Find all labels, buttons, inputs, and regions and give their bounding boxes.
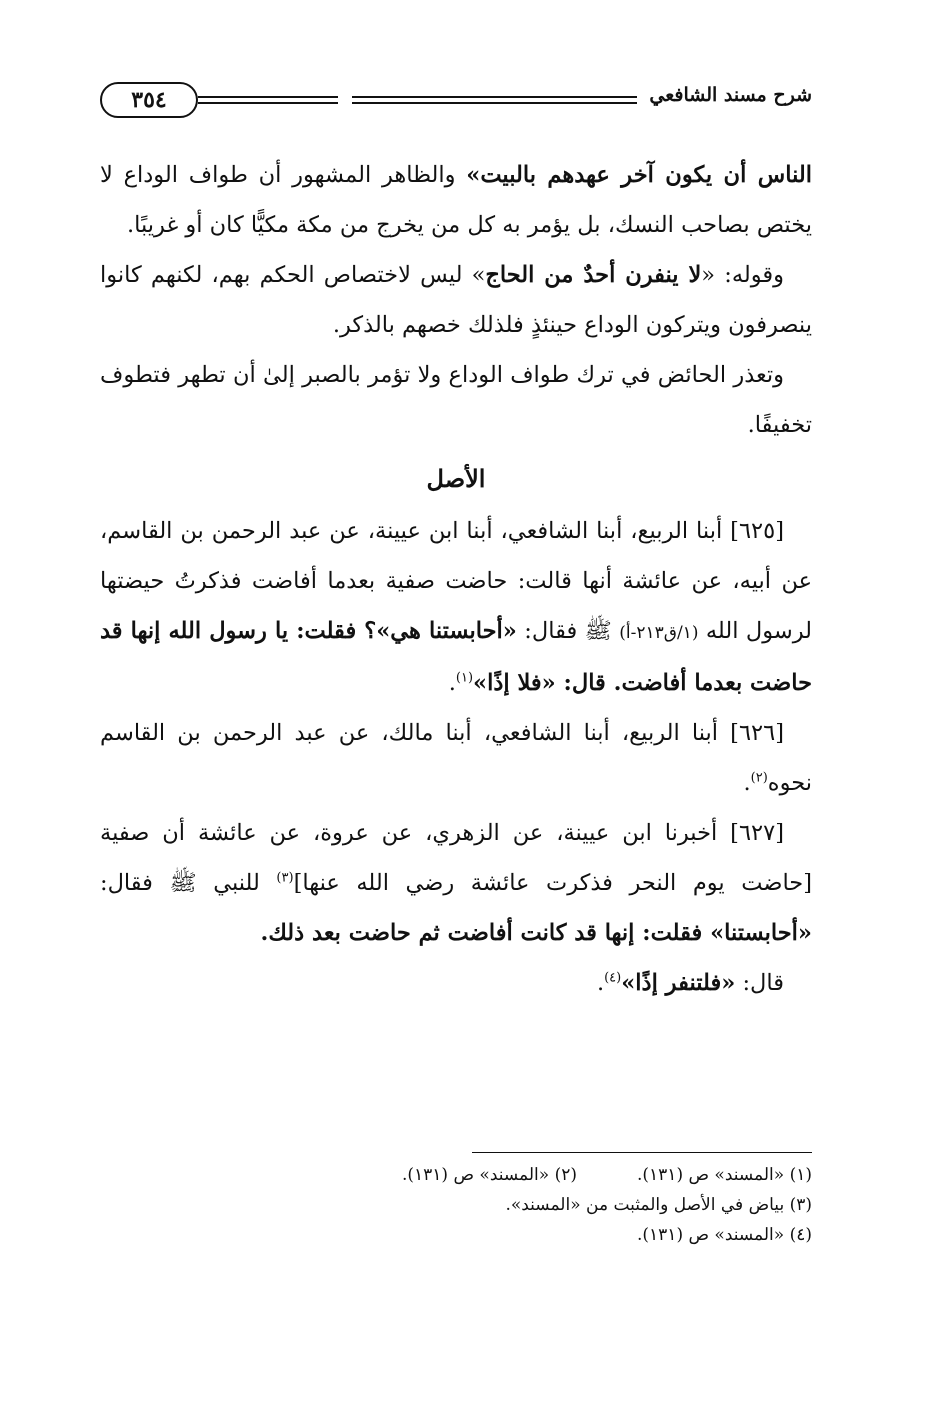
hadith-626: [٦٢٦] أبنا الربيع، أبنا الشافعي، أبنا مالك، عن عبد الرحمن بن القاسم نحوه$^{(٢)}$. — [100, 720, 812, 796]
text: [٦٢٥] أبنا الربيع، أبنا الشافعي، أبنا ابن عيينة، عن عبد الرحمن بن القاسم، عن أبيه، عن عائشة أنها قالت: حاضت صفية بعدما أفاضت فذكرتُ حيضتها لرسول الله — [100, 518, 812, 644]
manuscript-ref: (١/ق٢١٣-أ) — [619, 623, 699, 643]
hadith-627: [٦٢٧] أخبرنا ابن عيينة، عن الزهري، عن عروة، عن عائشة أن صفية [حاضت يوم النحر فذكرت عائشة رضي الله عنها]$^{(٣)}$ للنبي ﷺ فقال: «أحابستنا» فقلت: إنها قد كانت أفاضت ثم حاضت بعد ذلك. قال: «فلتنفر إذًا»$^{(٤)}$. — [100, 820, 812, 996]
header-rule — [198, 102, 338, 104]
footnote-ref: (١) — [455, 670, 474, 686]
text: للنبي ﷺ فقال: — [100, 870, 277, 896]
section-heading: الأصل — [426, 464, 486, 493]
footnote-separator — [472, 1152, 812, 1153]
page-header — [100, 82, 812, 122]
footnotes — [100, 1160, 812, 1250]
hadith-625: [٦٢٥] أبنا الربيع، أبنا الشافعي، أبنا ابن عيينة، عن عبد الرحمن بن القاسم، عن أبيه، عن عائشة أنها قالت: حاضت صفية بعدما أفاضت فذكرتُ حيضتها لرسول الله (١/ق٢١٣-أ) ﷺ فقال: «أحابستنا هي»؟ فقلت: يا رسول الله إنها قد حاضت بعدما أفاضت. قال: «فلا إذًا»$^{(١)}$. — [100, 518, 812, 696]
paragraph — [100, 250, 812, 350]
text: » ليس لاختصاص الحكم بهم، لكنهم كانوا ينصرفون ويتركون الوداع حينئذٍ فلذلك خصهم بالذكر. — [100, 262, 812, 338]
footnote-3: (٣) بياض في الأصل والمثبت من «المسند». — [505, 1195, 812, 1215]
header-rule — [198, 96, 338, 98]
paragraph: وتعذر الحائض في ترك طواف الوداع ولا تؤمر بالصبر إلىٰ أن تطهر فتطوف تخفيفًا. — [100, 362, 812, 438]
text: والظاهر المشهور أن طواف الوداع لا يختص بصاحب النسك، بل يؤمر به كل من يخرج من مكة مكيًّا كان أو غريبًا. — [100, 162, 812, 238]
text: [٦٢٦] أبنا الربيع، أبنا الشافعي، أبنا مالك، عن عبد الرحمن بن القاسم نحوه — [100, 720, 812, 796]
bold-text: الناس أن يكون آخر عهدهم بالبيت» — [466, 162, 812, 188]
footnote-row — [100, 1160, 812, 1190]
footnote-ref: (٢) — [750, 770, 768, 786]
footnote-2: (٢) «المسند» ص (١٣١). — [401, 1165, 577, 1185]
text: وقوله: « — [701, 262, 784, 288]
text: [٦٢٧] أخبرنا ابن عيينة، عن الزهري، عن عروة، عن عائشة أن صفية [حاضت يوم النحر فذكرت عائشة رضي الله عنها] — [100, 820, 812, 896]
footnote-1: (١) «المسند» ص (١٣١). — [636, 1165, 812, 1185]
running-title: شرح مسند الشافعي — [649, 84, 812, 106]
header-rule — [352, 96, 637, 98]
footnote-4: (٤) «المسند» ص (١٣١). — [636, 1225, 812, 1245]
bold-text: «أحابستنا» فقلت: إنها قد كانت أفاضت ثم حاضت بعد ذلك. — [260, 920, 812, 946]
text: قال: — [735, 970, 784, 996]
paragraph — [100, 150, 812, 250]
main-text — [100, 150, 812, 1008]
text: ﷺ فقال: — [516, 618, 620, 644]
bold-text: «أحابستنا هي»؟ فقلت: يا رسول الله إنها قد حاضت بعدما أفاضت. قال: «فلا إذًا» — [100, 618, 812, 696]
header-rule — [352, 102, 637, 104]
footnote-ref: (٣) — [276, 870, 294, 886]
footnote-ref: (٤) — [604, 970, 622, 986]
bold-text: لا ينفرن أحدٌ من الحاج — [485, 262, 702, 288]
bold-text: «فلتنفر إذًا» — [621, 970, 736, 996]
page-number: ٣٥٤ — [100, 82, 198, 118]
